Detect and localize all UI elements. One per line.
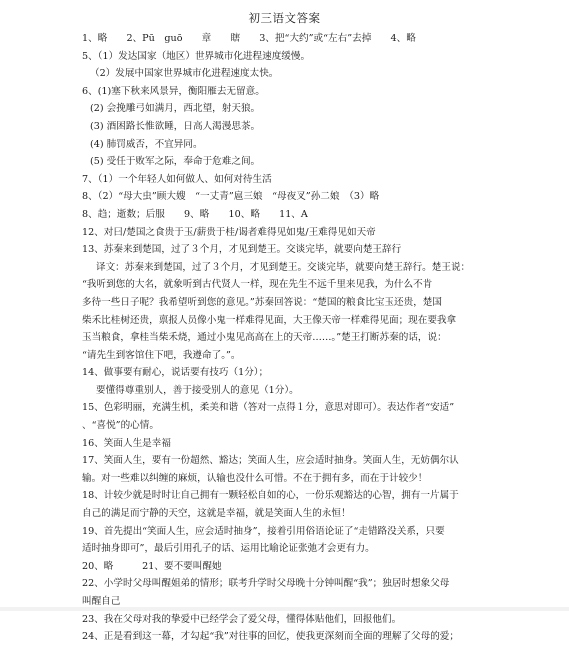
answer-line: 5、（1）发达国家（地区）世界城市化进程速度缓慢。: [82, 50, 311, 62]
answer-line: 译文：苏秦来到楚国，过了３个月，才见到楚王。交谈完毕，就要向楚王辞行。楚王说：: [96, 261, 471, 273]
answer-line: 14、做事要有耐心，说话要有技巧（1分）；: [82, 367, 269, 379]
page-bottom-edge: [0, 607, 569, 611]
answer-line: 输。对一些难以纠缠的麻烦，认输也没什么可惜。不在于拥有多，而在于计较少！: [82, 472, 428, 484]
answer-line: 玉当粮食，拿桂当柴禾烧，通过小鬼见高高在上的天帝……。”楚王打断苏秦的话，说：: [82, 332, 447, 344]
answer-line: 多待一些日子呢？我希望听到您的意见。”苏秦回答说：“楚国的粮食比宝玉还贵，楚国: [82, 296, 442, 308]
answer-content: [82, 30, 544, 646]
answer-line: 、“喜悦”的心情。: [82, 420, 159, 432]
answer-line: 1、略 2、Pū guō 章 瞎 3、把“大约”或“左右”去掉 4、略: [82, 33, 416, 44]
answer-line: 要懂得尊重别人，善于接受别人的意见（1分）。: [96, 384, 299, 396]
answer-line: 16、笑面人生是幸福: [82, 437, 171, 449]
answer-line: 20、略 21、要不要叫醒她: [82, 560, 222, 572]
answer-line: (4) 肺罚威否，不宜异同。: [90, 138, 203, 150]
page-title: 初三语文答案: [248, 11, 321, 25]
answer-line: 柴禾比桂树还贵，禀报人员像小鬼一样难得见面，大王像天帝一样难得见面；现在要我拿: [82, 314, 457, 326]
answer-line: “请先生到客馆住下吧，我遵命了。”。: [82, 349, 241, 361]
answer-line: 8、趋；逝数；后服 9、略 10、略 11、A: [82, 208, 308, 220]
answer-line: 18、计较少就是时时让自己拥有一颗轻松自如的心，一份乐观豁达的心智，拥有一片属于: [82, 490, 459, 502]
answer-line: 19、首先提出“笑面人生，应会适时抽身”，接着引用俗语论证了“走错路没关系，只要: [82, 525, 445, 537]
answer-line: 适时抽身即可”，最后引用孔子的话、运用比喻论证张弛才会更有力。: [82, 543, 375, 555]
answer-line: 23、我在父母对我的挚爱中已经学会了爱父母，懂得体贴他们，回报他们。: [82, 613, 402, 625]
answer-line: （2）发展中国家世界城市化进程速度太快。: [90, 68, 279, 80]
answer-line: 6、(1)塞下秋来风景异，衡阳雁去无留意。: [82, 85, 265, 97]
answer-line: 自己的满足而宁静的天空，这就是幸福，就是笑面人生的永恒！: [82, 508, 351, 520]
answer-line: 叫醒自己: [82, 596, 121, 607]
answer-line: 15、色彩明丽，充满生机，柔美和谐（答对一点得１分，意思对即可）。表达作者“安适”: [82, 402, 455, 414]
answer-line: 8、（2）“母大虫”顾大嫂 “一丈青”扈三娘 “母夜叉”孙二娘 （3）略: [82, 191, 380, 203]
answer-line: (2) 会挽雕弓如满月，西北望，射天狼。: [90, 103, 261, 115]
answer-line: 24、正是看到这一幕，才勾起“我”对往事的回忆，使我更深刻而全面的理解了父母的爱；: [82, 631, 459, 643]
answer-line: (3) 酒困路长惟欲睡，日高人渴漫思茶。: [90, 120, 261, 132]
answer-line: 22、小学时父母叫醒姐弟的情形；联考升学时父母晚十分钟叫醒“我”；独居时想象父母: [82, 578, 450, 590]
answer-line: 17、笑面人生，要有一份超然、豁达；笑面人生，应会适时抽身。笑面人生，无妨偶尔认: [82, 455, 459, 467]
answer-line: “我听到您的大名，就象听到古代贤人一样，现在先生不远千里来见我，为什么不肯: [82, 279, 433, 291]
answer-line: (5) 受任于败军之际，奉命于危难之间。: [90, 156, 261, 168]
answer-line: 12、对曰/楚国之食贵于玉/薪贵于桂/谒者难得见如鬼/王难得见如天帝: [82, 226, 376, 238]
answer-line: 13、苏秦来到楚国，过了３个月，才见到楚王。交谈完毕，就要向楚王辞行: [82, 244, 402, 256]
answer-line: 7、（1）一个年轻人如何做人、如何对待生活: [82, 173, 272, 185]
